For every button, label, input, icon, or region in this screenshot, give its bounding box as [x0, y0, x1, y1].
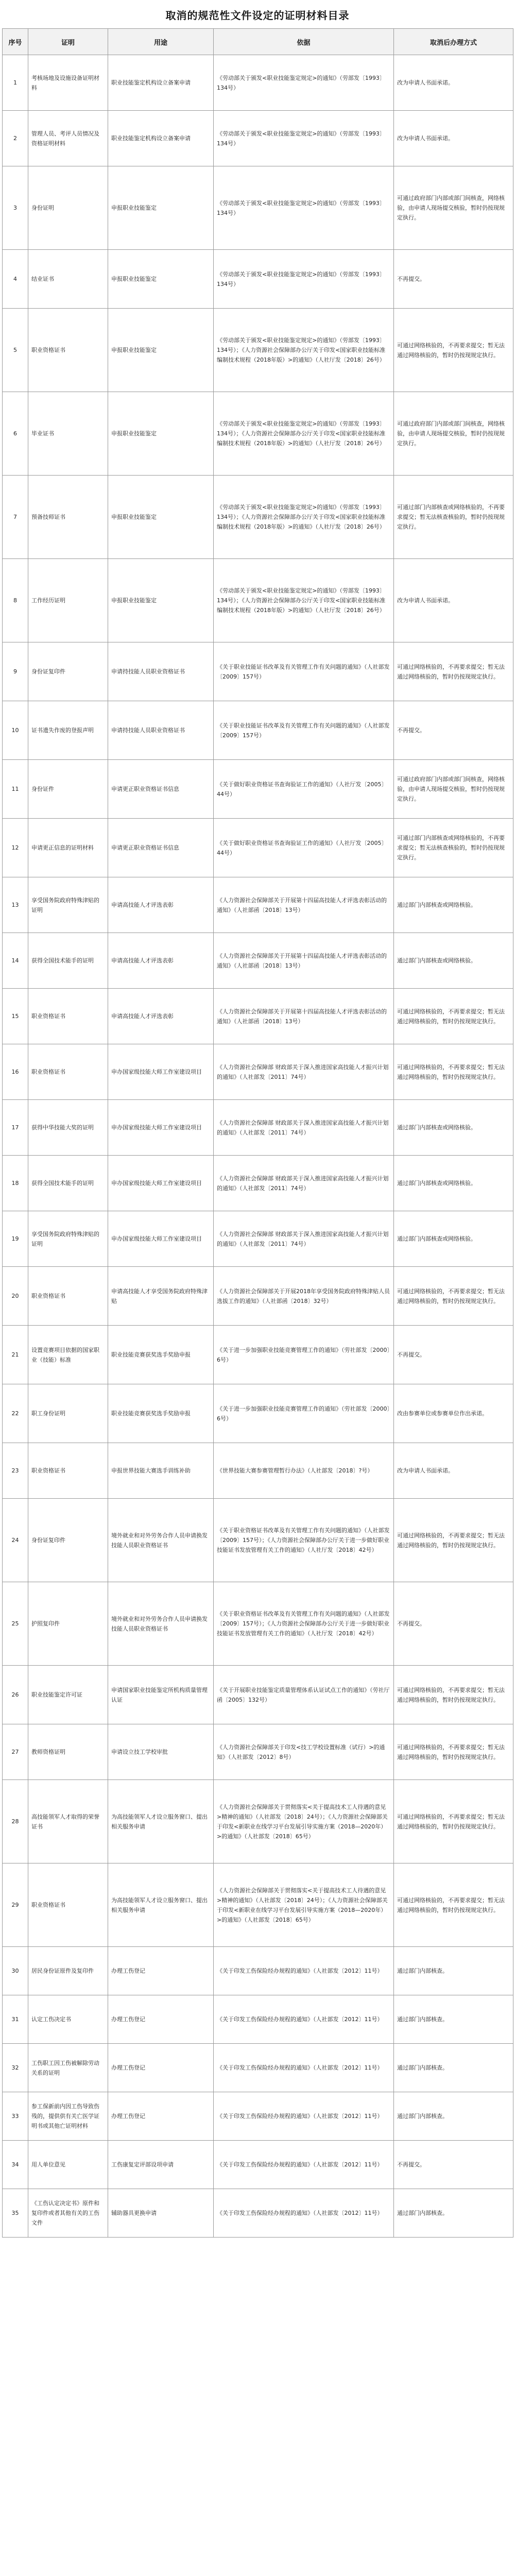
row-number: 31 [3, 1995, 28, 2044]
cell-purpose: 工伤康复定评部设项申请 [108, 2141, 214, 2189]
cell-purpose: 申办国家级技能大师工作室建设项目 [108, 1100, 214, 1156]
table-row [3, 2189, 513, 2238]
cell-certificate: 身份证件 [28, 760, 108, 819]
table-row [3, 1044, 513, 1100]
row-number: 20 [3, 1267, 28, 1326]
table-row [3, 2044, 513, 2092]
cell-basis: 《关于印发工伤保险经办规程的通知》（人社部发〔2012〕11号） [214, 1995, 394, 2044]
table-row [3, 2141, 513, 2189]
cell-certificate: 毕业证书 [28, 392, 108, 476]
table-row [3, 877, 513, 933]
header-basis: 依据 [214, 29, 394, 55]
cell-handling: 通过部门内部核查。 [394, 2044, 513, 2092]
table-row [3, 1100, 513, 1156]
cell-certificate: 身份证复印件 [28, 1499, 108, 1582]
cell-basis: 《世界技能大赛参赛管理暂行办法》（人社部发〔2018〕?号） [214, 1443, 394, 1499]
cell-handling: 通过部门内部核查或网络核验。 [394, 877, 513, 933]
cell-handling: 可通过网络核验的，不再要求提交；暂无法通过网络核验的，暂时仍按现规定执行。 [394, 1863, 513, 1947]
cell-handling: 可通过网络核验的，不再要求提交；暂无法通过网络核验的，暂时仍按现规定执行。 [394, 1499, 513, 1582]
table-row [3, 309, 513, 392]
cell-basis: 《劳动部关于颁发<职业技能鉴定规定>的通知》（劳部发〔1993〕134号）；《人力资源社会保障部办公厅关于印发<国家职业技能标准编制技术规程（2018年版）>的通知》（人社厅发〔2018〕26号） [214, 476, 394, 559]
cell-purpose: 申报职业技能鉴定 [108, 392, 214, 476]
cell-basis: 《人力资源社会保障部关于印发<技工学校设置标准（试行）>的通知》（人社部发〔2012〕8号） [214, 1724, 394, 1780]
cell-handling: 可通过网络核验的，不再要求提交；暂无法通过网络核验的，暂时仍按现规定执行。 [394, 1724, 513, 1780]
cell-certificate: 职业资格证书 [28, 309, 108, 392]
table-row [3, 1267, 513, 1326]
cell-purpose: 申请持技能人员职业资格证书 [108, 701, 214, 760]
row-number: 32 [3, 2044, 28, 2092]
cell-certificate: 参工保新前内因工伤导致伤残的，提供供有关亡医学证明书或其他亡证明材料 [28, 2092, 108, 2141]
cell-basis: 《劳动部关于颁发<职业技能鉴定规定>的通知》（劳部发〔1993〕134号） [214, 250, 394, 309]
cell-handling: 可通过政府部门内部或部门间核查，网络核验，由申请人现场提交核验，暂时仍按现规定执行。 [394, 392, 513, 476]
row-number: 12 [3, 819, 28, 877]
cell-basis: 《关于职业技能证书改革及有关管理工作有关问题的通知》（人社部发〔2009〕157号） [214, 642, 394, 701]
cell-basis: 《关于职业资格证书改革及有关管理工作有关问题的通知》（人社部发〔2009〕157号）；《人力资源社会保障部办公厅关于进一步做好职业技能证书发放管理有关工作的通知》（人社厅发〔2018〕42号） [214, 1582, 394, 1666]
cell-basis: 《关于印发工伤保险经办规程的通知》（人社部发〔2012〕11号） [214, 2189, 394, 2238]
cell-basis: 《劳动部关于颁发<职业技能鉴定规定>的通知》（劳部发〔1993〕134号）；《人力资源社会保障部办公厅关于印发<国家职业技能标准编制技术规程（2018年版）>的通知》（人社厅发〔2018〕26号） [214, 392, 394, 476]
cell-basis: 《关于印发工伤保险经办规程的通知》（人社部发〔2012〕11号） [214, 2092, 394, 2141]
table-row [3, 1326, 513, 1384]
table-row [3, 2092, 513, 2141]
cell-purpose: 申报职业技能鉴定 [108, 250, 214, 309]
cell-basis: 《劳动部关于颁发<职业技能鉴定规定>的通知》（劳部发〔1993〕134号） [214, 166, 394, 250]
cell-certificate: 居民身份证原件及复印件 [28, 1947, 108, 1995]
table-header [3, 29, 513, 55]
cell-purpose: 为高技能领军人才设立服务窗口、提出相关服务申请 [108, 1863, 214, 1947]
cell-basis: 《人力资源社会保障部 财政部关于深入推进国家高技能人才振兴计划的通知》（人社部发〔2011〕74号） [214, 1156, 394, 1211]
cell-purpose: 辅助器具更换申请 [108, 2189, 214, 2238]
cell-purpose: 申请高技能人才评选表彰 [108, 989, 214, 1044]
cell-certificate: 工伤职工因工伤被解除劳动关系的证明 [28, 2044, 108, 2092]
row-number: 16 [3, 1044, 28, 1100]
cell-purpose: 申报世界技能大赛选手训练补助 [108, 1443, 214, 1499]
cell-certificate: 护照复印件 [28, 1582, 108, 1666]
cell-certificate: 认定工伤决定书 [28, 1995, 108, 2044]
cell-basis: 《人力资源社会保障部关于开展第十四届高技能人才评选表彰活动的通知》（人社部函〔2018〕13号） [214, 877, 394, 933]
row-number: 15 [3, 989, 28, 1044]
cell-certificate: 职工身份证明 [28, 1384, 108, 1443]
row-number: 3 [3, 166, 28, 250]
header-way: 取消后办理方式 [394, 29, 513, 55]
cell-handling: 通过部门内部核查。 [394, 1995, 513, 2044]
table-row [3, 1156, 513, 1211]
cell-handling: 改为申请人书面承诺。 [394, 1443, 513, 1499]
row-number: 27 [3, 1724, 28, 1780]
row-number: 10 [3, 701, 28, 760]
cell-basis: 《关于印发工伤保险经办规程的通知》（人社部发〔2012〕11号） [214, 2044, 394, 2092]
cell-basis: 《人力资源社会保障部关于开展第十四届高技能人才评选表彰活动的通知》（人社部函〔2018〕13号） [214, 933, 394, 989]
row-number: 34 [3, 2141, 28, 2189]
table-row [3, 1384, 513, 1443]
page-title: 取消的规范性文件设定的证明材料目录 [165, 9, 350, 22]
cell-basis: 《关于印发工伤保险经办规程的通知》（人社部发〔2012〕11号） [214, 1947, 394, 1995]
cell-certificate: 《工伤认定决定书》原件和复印件或者其他有关的工伤文件 [28, 2189, 108, 2238]
cell-basis: 《劳动部关于颁发<职业技能鉴定规定>的通知》（劳部发〔1993〕134号） [214, 55, 394, 111]
table-row [3, 1582, 513, 1666]
table-row [3, 701, 513, 760]
row-number: 25 [3, 1582, 28, 1666]
cell-purpose: 申报职业技能鉴定 [108, 476, 214, 559]
cell-purpose: 申请更正职业资格证书信息 [108, 760, 214, 819]
cell-certificate: 享受国务院政府特殊津贴的证明 [28, 877, 108, 933]
row-number: 14 [3, 933, 28, 989]
cell-purpose: 申办国家级技能大师工作室建设项目 [108, 1044, 214, 1100]
table-row [3, 1666, 513, 1724]
row-number: 33 [3, 2092, 28, 2141]
cell-handling: 改为申请人书面承诺。 [394, 111, 513, 166]
cell-handling: 可通过网络核验的，不再要求提交；暂无法通过网络核验的，暂时仍按现规定执行。 [394, 1044, 513, 1100]
cell-basis: 《人力资源社会保障部关于贯彻落实<关于提高技术工人待遇的意见>精神的通知》（人社部发〔2018〕24号）；《人力资源社会保障部关于印发<新职业在线学习平台发展引导实施方案（2018—2020年）>的通知》（人社部发〔2018〕65号） [214, 1780, 394, 1863]
cell-handling: 可通过政府部门内部或部门间核查，网络核验，由申请人现场提交核验，暂时仍按现规定执行。 [394, 166, 513, 250]
table-row [3, 1780, 513, 1863]
cell-certificate: 考核场地及设施设备证明材料 [28, 55, 108, 111]
cell-purpose: 申请高技能人才享受国务院政府特殊津贴 [108, 1267, 214, 1326]
cell-basis: 《人力资源社会保障部关于开展第十四届高技能人才评选表彰活动的通知》（人社部函〔2018〕13号） [214, 989, 394, 1044]
table-row [3, 989, 513, 1044]
row-number: 17 [3, 1100, 28, 1156]
cell-basis: 《劳动部关于颁发<职业技能鉴定规定>的通知》（劳部发〔1993〕134号） [214, 111, 394, 166]
cell-handling: 不再提交。 [394, 250, 513, 309]
header-name: 证明 [28, 29, 108, 55]
cell-purpose: 办理工伤登记 [108, 2044, 214, 2092]
cell-purpose: 申报职业技能鉴定 [108, 309, 214, 392]
row-number: 22 [3, 1384, 28, 1443]
cell-purpose: 办理工伤登记 [108, 2092, 214, 2141]
row-number: 13 [3, 877, 28, 933]
header-use: 用途 [108, 29, 214, 55]
row-number: 21 [3, 1326, 28, 1384]
row-number: 1 [3, 55, 28, 111]
cell-handling: 不再提交。 [394, 1582, 513, 1666]
cell-certificate: 获得全国技术能手的证明 [28, 933, 108, 989]
row-number: 29 [3, 1863, 28, 1947]
cell-purpose: 境外就业和对外劳务合作人员申请换发技能人员职业资格证书 [108, 1499, 214, 1582]
row-number: 30 [3, 1947, 28, 1995]
cell-handling: 不再提交。 [394, 1326, 513, 1384]
cell-handling: 可通过网络核验的，不再要求提交；暂无法通过网络核验的，暂时仍按现规定执行。 [394, 309, 513, 392]
cell-handling: 改为申请人书面承诺。 [394, 559, 513, 642]
cell-handling: 可通过政府部门内部或部门间核查，网络核验，由申请人现场提交核验，暂时仍按现规定执行。 [394, 760, 513, 819]
cell-purpose: 申请更正职业资格证书信息 [108, 819, 214, 877]
cell-basis: 《人力资源社会保障部 财政部关于深入推进国家高技能人才振兴计划的通知》（人社部发〔2011〕74号） [214, 1044, 394, 1100]
cell-purpose: 职业技能竞赛获奖选手奖励申报 [108, 1326, 214, 1384]
table-row [3, 392, 513, 476]
row-number: 23 [3, 1443, 28, 1499]
table-row [3, 1947, 513, 1995]
cell-basis: 《人力资源社会保障部关于贯彻落实<关于提高技术工人待遇的意见>精神的通知》（人社部发〔2018〕24号）；《人力资源社会保障部关于印发<新职业在线学习平台发展引导实施方案（2018—2020年）>的通知》（人社部发〔2018〕65号） [214, 1863, 394, 1947]
table-row [3, 642, 513, 701]
header-row [3, 29, 513, 55]
cell-certificate: 职业资格证书 [28, 1267, 108, 1326]
row-number: 4 [3, 250, 28, 309]
table-row [3, 760, 513, 819]
cell-handling: 可通过网络核验的，不再要求提交；暂无法通过网络核验的，暂时仍按现规定执行。 [394, 1780, 513, 1863]
cell-handling: 通过部门内部核查。 [394, 2092, 513, 2141]
cell-handling: 通过部门内部核查或网络核验。 [394, 1100, 513, 1156]
table-row [3, 1443, 513, 1499]
cell-handling: 可通过部门内部核查或网络核验的，不再要求提交；暂无法核查核验的，暂时仍按现规定执行。 [394, 476, 513, 559]
cell-handling: 可通过网络核验的，不再要求提交；暂无法通过网络核验的，暂时仍按现规定执行。 [394, 1666, 513, 1724]
cell-certificate: 获得中华技能大奖的证明 [28, 1100, 108, 1156]
cell-basis: 《关于印发工伤保险经办规程的通知》（人社部发〔2012〕11号） [214, 2141, 394, 2189]
cell-handling: 不再提交。 [394, 2141, 513, 2189]
cell-certificate: 教师资格证明 [28, 1724, 108, 1780]
table-row [3, 166, 513, 250]
table-row [3, 55, 513, 111]
cell-purpose: 申报职业技能鉴定 [108, 166, 214, 250]
cell-certificate: 享受国务院政府特殊津贴的证明 [28, 1211, 108, 1267]
cell-certificate: 用人单位意见 [28, 2141, 108, 2189]
cell-handling: 不再提交。 [394, 701, 513, 760]
row-number: 11 [3, 760, 28, 819]
cell-basis: 《人力资源社会保障部关于开展2018年享受国务院政府特殊津贴人员选拔工作的通知》（人社部函〔2018〕32号） [214, 1267, 394, 1326]
cell-handling: 可通过网络核验的，不再要求提交；暂无法通过网络核验的，暂时仍按现规定执行。 [394, 642, 513, 701]
table-row [3, 1724, 513, 1780]
cell-basis: 《关于职业技能证书改革及有关管理工作有关问题的通知》（人社部发〔2009〕157号） [214, 701, 394, 760]
row-number: 24 [3, 1499, 28, 1582]
table-row [3, 1499, 513, 1582]
cell-basis: 《劳动部关于颁发<职业技能鉴定规定>的通知》（劳部发〔1993〕134号）；《人力资源社会保障部办公厅关于印发<国家职业技能标准编制技术规程（2018年版）>的通知》（人社厅发〔2018〕26号） [214, 559, 394, 642]
cell-purpose: 办理工伤登记 [108, 1947, 214, 1995]
cell-purpose: 办理工伤登记 [108, 1995, 214, 2044]
cell-basis: 《关于做好职业资格证书查询验证工作的通知》（人社厅发〔2005〕44号） [214, 760, 394, 819]
header-no: 序号 [3, 29, 28, 55]
cell-handling: 可通过部门内部核查或网络核验的，不再要求提交；暂无法核查核验的，暂时仍按现规定执行。 [394, 819, 513, 877]
cell-certificate: 申请更正信息的证明材料 [28, 819, 108, 877]
cell-purpose: 申办国家级技能大师工作室建设项目 [108, 1156, 214, 1211]
row-number: 26 [3, 1666, 28, 1724]
cell-certificate: 身份证明 [28, 166, 108, 250]
table-row [3, 559, 513, 642]
cell-handling: 通过部门内部核查或网络核验。 [394, 1211, 513, 1267]
cell-certificate: 职业资格证书 [28, 1863, 108, 1947]
table-row [3, 476, 513, 559]
cell-handling: 改为申请人书面承诺。 [394, 55, 513, 111]
row-number: 9 [3, 642, 28, 701]
cell-basis: 《人力资源社会保障部 财政部关于深入推进国家高技能人才振兴计划的通知》（人社部发〔2011〕74号） [214, 1211, 394, 1267]
cell-purpose: 职业技能鉴定机构设立备案申请 [108, 55, 214, 111]
row-number: 6 [3, 392, 28, 476]
cell-basis: 《关于做好职业资格证书查询验证工作的通知》（人社厅发〔2005〕44号） [214, 819, 394, 877]
table-row [3, 250, 513, 309]
cell-handling: 通过部门内部核查。 [394, 1947, 513, 1995]
cell-basis: 《关于进一步加强职业技能竞赛管理工作的通知》（劳社部发〔2000〕6号） [214, 1384, 394, 1443]
row-number: 5 [3, 309, 28, 392]
table-row [3, 933, 513, 989]
row-number: 35 [3, 2189, 28, 2238]
cell-purpose: 为高技能领军人才设立服务窗口、提出相关服务申请 [108, 1780, 214, 1863]
cell-purpose: 申请高技能人才评选表彰 [108, 933, 214, 989]
table-row [3, 1863, 513, 1947]
cell-certificate: 工作经历证明 [28, 559, 108, 642]
cell-certificate: 预备技师证书 [28, 476, 108, 559]
cell-purpose: 申请高技能人才评选表彰 [108, 877, 214, 933]
cell-certificate: 结业证书 [28, 250, 108, 309]
cell-certificate: 身份证复印件 [28, 642, 108, 701]
table-body [3, 55, 513, 2238]
row-number: 18 [3, 1156, 28, 1211]
cell-handling: 可通过网络核验的，不再要求提交；暂无法通过网络核验的，暂时仍按现规定执行。 [394, 989, 513, 1044]
cell-basis: 《劳动部关于颁发<职业技能鉴定规定>的通知》（劳部发〔1993〕134号）；《人力资源社会保障部办公厅关于印发<国家职业技能标准编制技术规程（2018年版）>的通知》（人社厅发〔2018〕26号） [214, 309, 394, 392]
cell-handling: 通过部门内部核查或网络核验。 [394, 933, 513, 989]
cell-purpose: 职业技能竞赛获奖选手奖励申报 [108, 1384, 214, 1443]
cell-certificate: 证书遗失作废的登报声明 [28, 701, 108, 760]
cell-basis: 《人力资源社会保障部 财政部关于深入推进国家高技能人才振兴计划的通知》（人社部发〔2011〕74号） [214, 1100, 394, 1156]
cell-certificate: 职业资格证书 [28, 1044, 108, 1100]
row-number: 7 [3, 476, 28, 559]
cell-certificate: 设置竞赛项目依据的国家职业（技能）标准 [28, 1326, 108, 1384]
cell-basis: 《关于职业资格证书改革及有关管理工作有关问题的通知》（人社部发〔2009〕157号）；《人力资源社会保障部办公厅关于进一步做好职业技能证书发放管理有关工作的通知》（人社厅发〔2018〕42号） [214, 1499, 394, 1582]
table-row [3, 1211, 513, 1267]
cell-purpose: 申请持技能人员职业资格证书 [108, 642, 214, 701]
cell-purpose: 申请设立技工学校审批 [108, 1724, 214, 1780]
table-row [3, 111, 513, 166]
cell-basis: 《关于进一步加强职业技能竞赛管理工作的通知》（劳社部发〔2000〕6号） [214, 1326, 394, 1384]
cell-purpose: 境外就业和对外劳务合作人员申请换发技能人员职业资格证书 [108, 1582, 214, 1666]
row-number: 8 [3, 559, 28, 642]
cell-certificate: 职业资格证书 [28, 989, 108, 1044]
cell-basis: 《关于开展职业技能鉴定质量管理体系认证试点工作的通知》（劳社厅函〔2005〕132号） [214, 1666, 394, 1724]
cell-certificate: 获得全国技术能手的证明 [28, 1156, 108, 1211]
cell-purpose: 申办国家级技能大师工作室建设项目 [108, 1211, 214, 1267]
cell-handling: 通过部门内部核查或网络核验。 [394, 1156, 513, 1211]
cell-certificate: 职业技能鉴定许可证 [28, 1666, 108, 1724]
table-row [3, 1995, 513, 2044]
cell-certificate: 职业资格证书 [28, 1443, 108, 1499]
cell-handling: 可通过网络核验的，不再要求提交；暂无法通过网络核验的，暂时仍按现规定执行。 [394, 1267, 513, 1326]
cell-handling: 通过部门内部核查。 [394, 2189, 513, 2238]
row-number: 28 [3, 1780, 28, 1863]
cell-purpose: 申请国家职业技能鉴定所机构质量管理认证 [108, 1666, 214, 1724]
row-number: 19 [3, 1211, 28, 1267]
cell-purpose: 申报职业技能鉴定 [108, 559, 214, 642]
cell-purpose: 职业技能鉴定机构设立备案申请 [108, 111, 214, 166]
row-number: 2 [3, 111, 28, 166]
cell-certificate: 管理人员、考评人员情况及资格证明材料 [28, 111, 108, 166]
cell-certificate: 高技能领军人才取得的荣誉证书 [28, 1780, 108, 1863]
certificate-table [2, 28, 513, 2238]
table-row [3, 819, 513, 877]
cell-handling: 改由参赛单位或参赛单位作出承诺。 [394, 1384, 513, 1443]
